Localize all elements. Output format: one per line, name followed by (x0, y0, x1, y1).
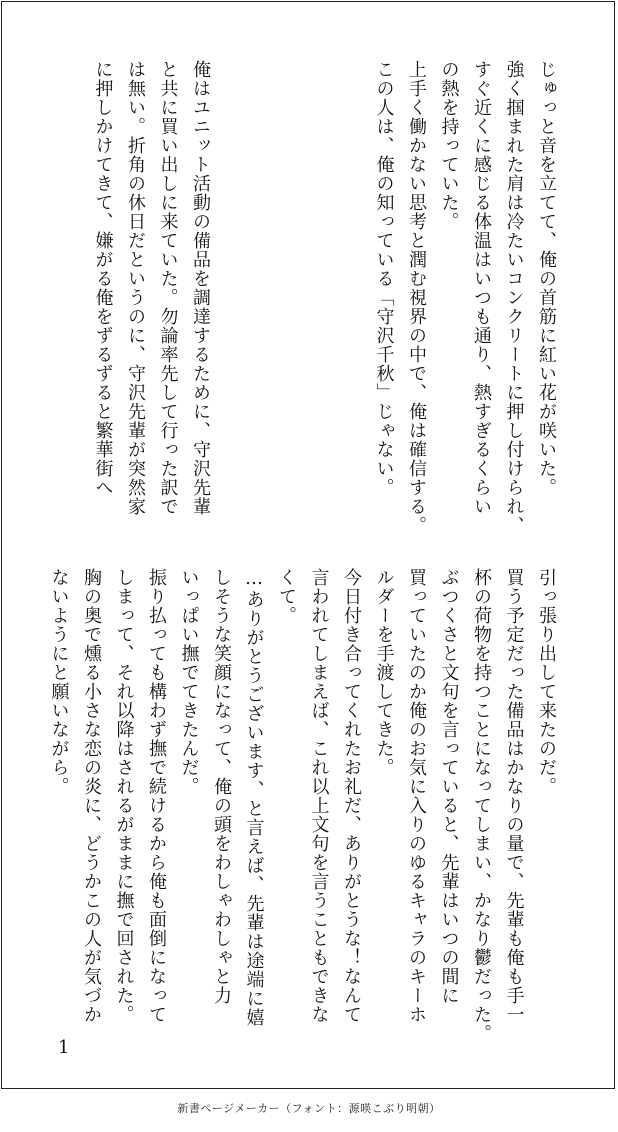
text-line: 胸の奥で燻る小さな恋の炎に、どうかこの人が気づか (81, 568, 102, 1024)
text-line: 杯の荷物を持つことになってしまい、かなり鬱だった。 (471, 568, 492, 1043)
text-line: 買う予定だった備品はかなりの量で、先輩も俺も手一 (503, 568, 525, 1024)
text-line: しまって、それ以降はされるがままに撫で回された。 (113, 568, 135, 1024)
text-line: に押しかけてきて、嫌がる俺をずるずると繁華街へ (92, 60, 114, 497)
text-line: くて。 (276, 568, 297, 625)
text-line: ぶつくさと文句を言っていると、先輩はいつの間に (438, 568, 460, 1005)
text-line: 強く掴まれた肩は冷たいコンクリートに押し付けられ、 (503, 60, 525, 535)
text-line: 引っ張り出して来たのだ。 (536, 568, 557, 796)
text-line: 俺はユニット活動の備品を調達するために、守沢先輩 (190, 60, 211, 516)
upper-left-text-block (86, 60, 216, 530)
text-line: ないようにと願いながら。 (48, 568, 70, 796)
text-line: すぐ近くに感じる体温はいつも通り、熱すぎるくらい (471, 60, 492, 516)
text-line: 振り払っても構わず撫で続けるから俺も面倒になって (146, 568, 167, 1024)
text-line: と共に買い出しに来ていた。勿論率先して行った訳で (157, 60, 179, 516)
footer-credit: 新書ページメーカー（フォント：源暎こぶり明朝） (177, 1102, 441, 1115)
page-number: 1 (58, 1037, 70, 1058)
text-line: 言われてしまえば、これ以上文句を言うこともできな (308, 568, 330, 1024)
text-line: の熱を持っていた。 (438, 60, 460, 231)
text-line: 買っていたのか俺のお気に入りのゆるキャラのキーホ (406, 568, 427, 1024)
text-line: いっぱい撫でてきたんだ。 (178, 568, 200, 796)
text-line: ルダーを手渡してきた。 (373, 568, 395, 777)
text-line: じゅっと音を立てて、俺の首筋に紅い花が咲いた。 (536, 60, 557, 497)
page-frame (1, 1, 615, 1089)
upper-right-text-block (367, 60, 562, 535)
text-line: しそうな笑顔になって、俺の頭をわしゃわしゃと力 (211, 568, 232, 1005)
text-line: 上手く働かない思考と潤む視界の中で、俺は確信する。 (406, 60, 427, 535)
text-line: は無い。折角の休日だというのに、守沢先輩が突然家 (125, 60, 146, 516)
lower-text-block (42, 568, 562, 1043)
text-line: この人は、俺の知っている「守沢千秋」じゃない。 (373, 60, 395, 497)
text-line: 今日付き合ってくれたお礼だ、ありがとうな！なんて (341, 568, 362, 1024)
text-line: …ありがとうございます、と言えば、先輩は途端に嬉 (243, 568, 265, 1027)
